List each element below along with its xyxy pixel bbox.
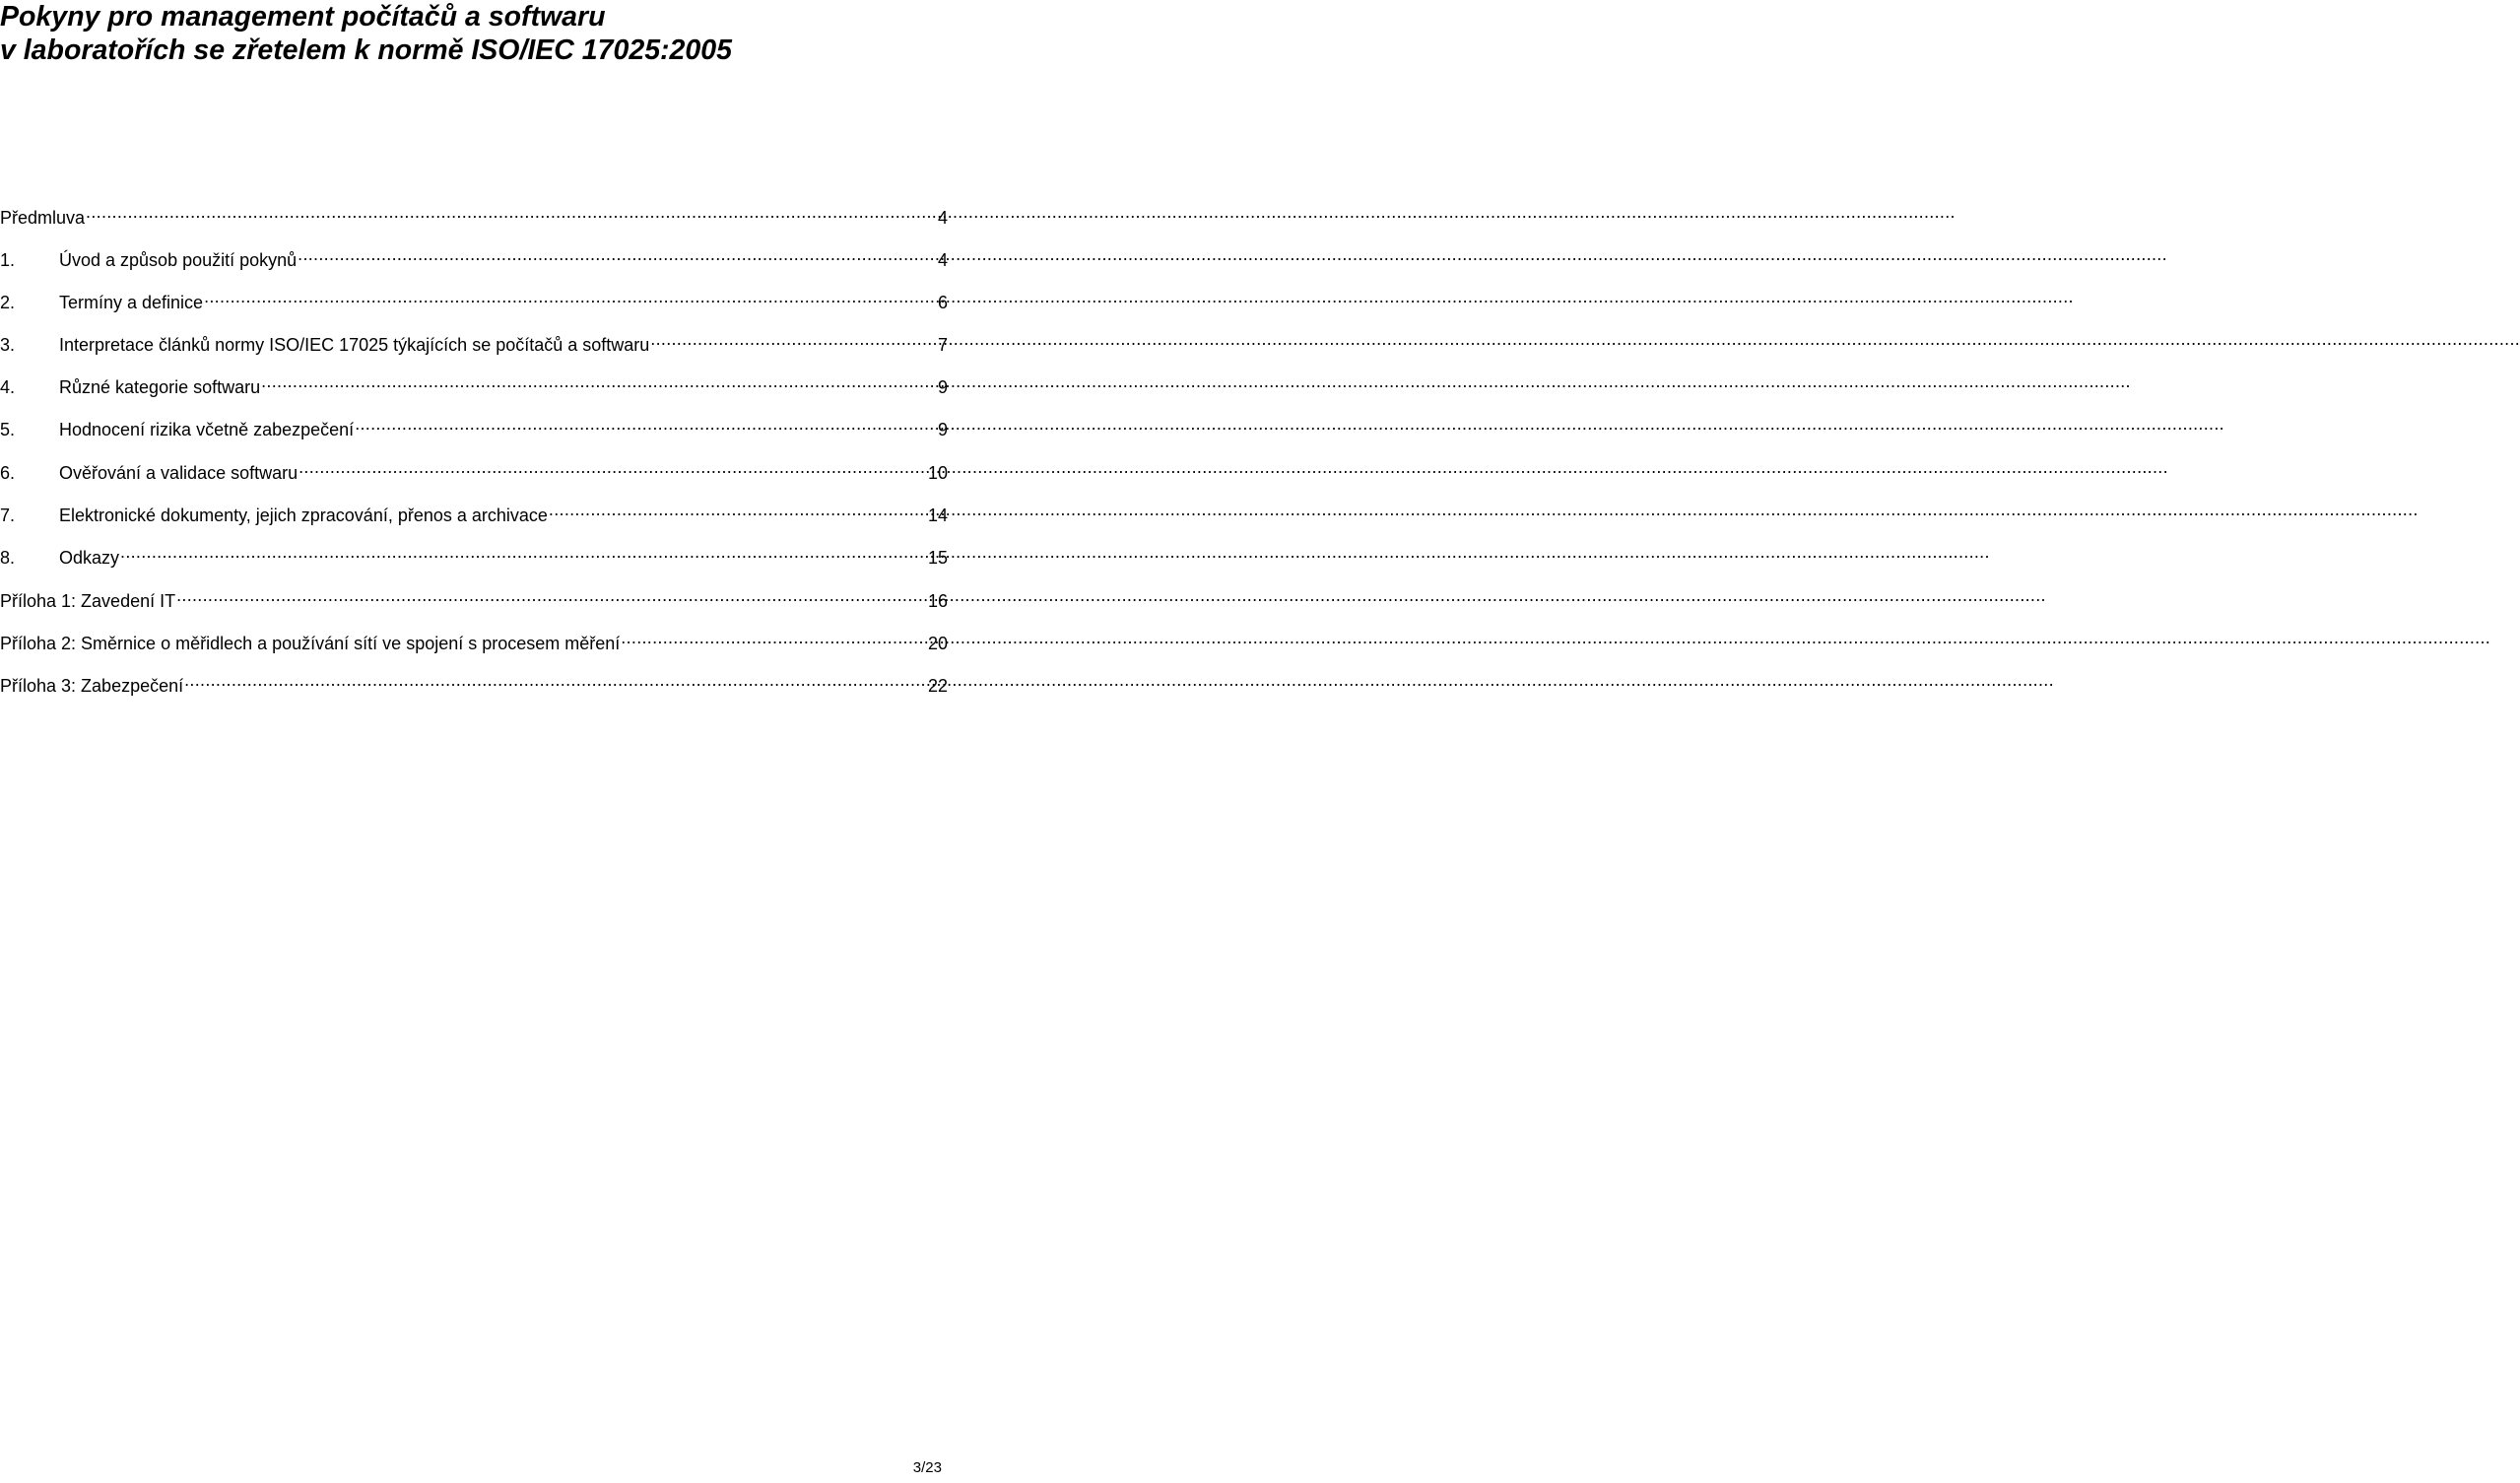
toc-leader-dots xyxy=(261,370,937,393)
toc-entry-4[interactable] xyxy=(0,370,948,397)
toc-entry-6[interactable] xyxy=(0,455,948,483)
toc-entry-5[interactable] xyxy=(0,412,948,439)
toc-leader-dots xyxy=(355,412,937,436)
toc-entry-label: Příloha 1: Zavedení IT xyxy=(0,591,176,611)
toc-entry-priloha-3[interactable] xyxy=(0,668,948,696)
title-line-2: v laboratořích se zřetelem k normě ISO/IEC 17025:2005 xyxy=(0,34,732,66)
toc-entry-label: Elektronické dokumenty, jejich zpracování, přenos a archivace xyxy=(59,506,548,525)
toc-leader-dots xyxy=(204,285,937,308)
toc-entry-2[interactable] xyxy=(0,285,948,312)
toc-leader-dots xyxy=(176,583,927,607)
toc-entry-number: 3. xyxy=(0,335,16,355)
toc-leader-dots xyxy=(298,455,927,479)
toc-entry-label: Ověřování a validace softwaru xyxy=(59,463,298,483)
toc-entry-page: 4 xyxy=(937,250,948,270)
toc-entry-number: 7. xyxy=(0,506,16,525)
toc-entry-number: 5. xyxy=(0,420,16,439)
toc-entry-page: 6 xyxy=(937,293,948,312)
toc-entry-number: 8. xyxy=(0,548,16,568)
toc-entry-page: 10 xyxy=(927,463,948,483)
toc-leader-dots xyxy=(86,200,937,224)
toc-entry-1[interactable] xyxy=(0,242,948,270)
toc-entry-7[interactable] xyxy=(0,498,948,525)
toc-entry-number: 1. xyxy=(0,250,16,270)
toc-entry-number: 6. xyxy=(0,463,16,483)
toc-entry-priloha-1[interactable] xyxy=(0,583,948,611)
toc-entry-3[interactable] xyxy=(0,327,948,355)
toc-leader-dots xyxy=(120,540,927,564)
toc-entry-8[interactable] xyxy=(0,540,948,568)
toc-entry-page: 9 xyxy=(937,420,948,439)
toc-entry-page: 22 xyxy=(927,676,948,696)
toc-entry-label: Hodnocení rizika včetně zabezpečení xyxy=(59,420,355,439)
toc-entry-page: 14 xyxy=(927,506,948,525)
toc-leader-dots xyxy=(621,626,927,649)
toc-entry-number: 2. xyxy=(0,293,16,312)
toc-entry-page: 7 xyxy=(937,335,948,355)
toc-entry-priloha-2[interactable] xyxy=(0,626,948,653)
toc-entry-page: 20 xyxy=(927,634,948,653)
toc-entry-label: Příloha 3: Zabezpečení xyxy=(0,676,184,696)
toc-entry-page: 4 xyxy=(937,208,948,228)
toc-entry-page: 9 xyxy=(937,377,948,397)
toc-entry-label: Interpretace článků normy ISO/IEC 17025 týkajících se počítačů a softwaru xyxy=(59,335,650,355)
toc-entry-label: Termíny a definice xyxy=(59,293,204,312)
toc-entry-label: Různé kategorie softwaru xyxy=(59,377,261,397)
toc-entry-predmluva[interactable] xyxy=(0,200,948,228)
toc-entry-label: Odkazy xyxy=(59,548,120,568)
toc-entry-label: Příloha 2: Směrnice o měřidlech a používání sítí ve spojení s procesem měření xyxy=(0,634,621,653)
page-number: 3/23 xyxy=(912,1459,942,1476)
toc-entry-label: Předmluva xyxy=(0,208,86,228)
toc-leader-dots xyxy=(184,668,927,692)
toc-leader-dots xyxy=(650,327,937,351)
toc-entry-number: 4. xyxy=(0,377,16,397)
toc-entry-page: 16 xyxy=(927,591,948,611)
toc-entry-page: 15 xyxy=(927,548,948,568)
title-line-1: Pokyny pro management počítačů a softwaru xyxy=(0,1,606,33)
toc-entry-label: Úvod a způsob použití pokynů xyxy=(59,250,298,270)
toc-leader-dots xyxy=(298,242,937,266)
toc-leader-dots xyxy=(549,498,927,521)
